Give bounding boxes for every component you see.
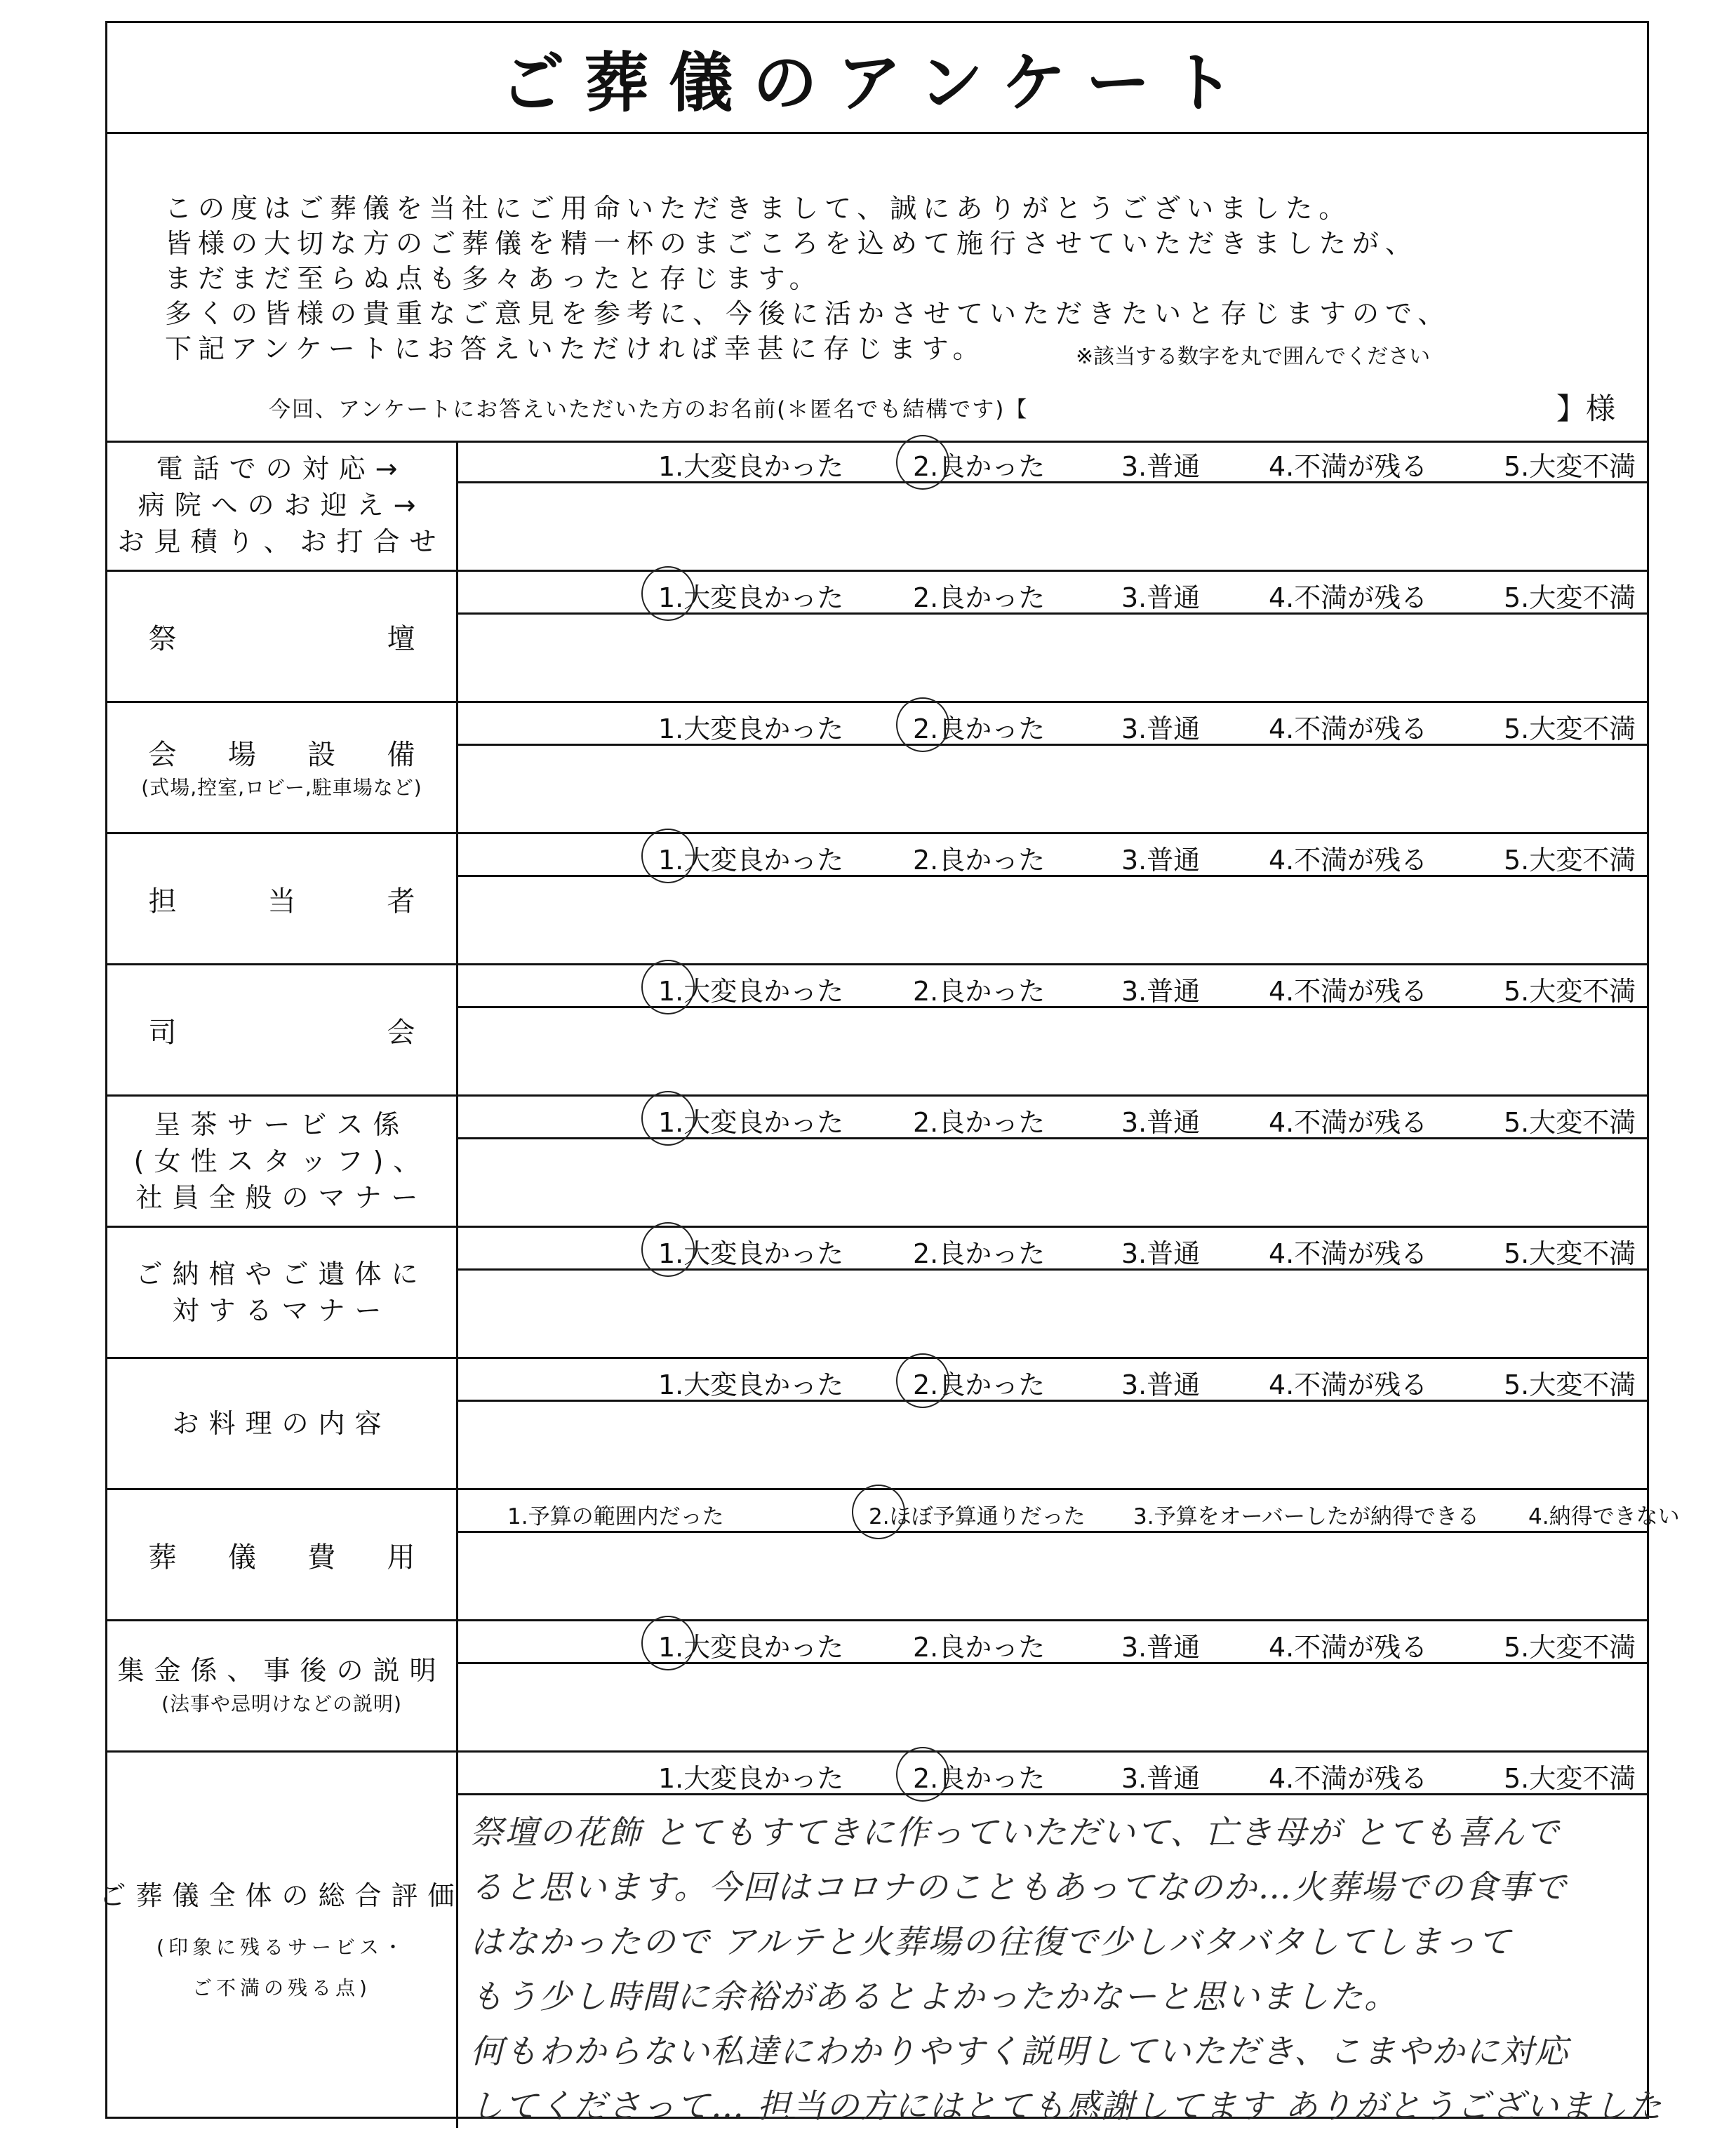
question-label-text xyxy=(149,732,415,772)
rating-option-2[interactable]: 2.良かった xyxy=(913,976,1046,1007)
rating-options xyxy=(458,441,1647,483)
question-row xyxy=(107,965,1647,1097)
question-label-text: ご葬儀全体の総合評価 xyxy=(99,1880,465,1911)
rating-option-2[interactable]: 2.良かった xyxy=(913,1632,1046,1663)
question-label xyxy=(107,441,458,570)
rating-option-5[interactable]: 5.大変不満 xyxy=(1504,1238,1636,1269)
question-label-text: お見積り、お打合せ xyxy=(117,526,446,557)
rating-options xyxy=(458,703,1647,746)
label-char: 備 xyxy=(387,738,415,771)
instruction-note: ※該当する数字を丸で囲んでください xyxy=(1076,344,1431,369)
rating-option-2[interactable]: 2.良かった xyxy=(913,1369,1046,1400)
rating-option-1[interactable]: 1.予算の範囲内だった xyxy=(507,1504,724,1529)
question-label-sub: ご不満の残る点) xyxy=(192,1976,371,1999)
rating-option-5[interactable]: 5.大変不満 xyxy=(1504,976,1636,1007)
rating-option-3[interactable]: 3.普通 xyxy=(1121,1632,1201,1663)
rating-option-2[interactable]: 2.良かった xyxy=(913,1238,1046,1269)
selected-circle-mark xyxy=(641,829,695,883)
rating-option-5[interactable]: 5.大変不満 xyxy=(1504,1369,1636,1400)
rating-options xyxy=(458,1228,1647,1271)
label-char: 会 xyxy=(148,738,177,771)
selected-circle-mark xyxy=(641,1222,695,1277)
intro-line: この度はご葬儀を当社にご用命いただきまして、誠にありがとうございました。 xyxy=(165,193,1352,224)
rating-option-4[interactable]: 4.不満が残る xyxy=(1269,1763,1428,1794)
selected-circle-mark xyxy=(641,1091,695,1146)
question-label xyxy=(107,1097,458,1226)
question-row xyxy=(107,1490,1680,1621)
question-label xyxy=(107,965,458,1094)
question-label xyxy=(99,1753,465,2128)
selected-circle-mark xyxy=(641,960,695,1014)
question-row xyxy=(107,834,1647,965)
rating-option-5[interactable]: 5.大変不満 xyxy=(1504,1632,1636,1663)
rating-option-2[interactable]: 2.良かった xyxy=(913,714,1046,744)
rating-option-4[interactable]: 4.納得できない xyxy=(1528,1504,1680,1529)
label-char: 費 xyxy=(307,1541,336,1574)
question-label-sub: (式場,控室,ロビー,駐車場など) xyxy=(141,775,422,799)
selected-circle-mark xyxy=(896,1353,949,1408)
rating-option-2[interactable]: 2.良かった xyxy=(913,451,1046,482)
label-char: 担 xyxy=(148,885,177,918)
selected-circle-mark xyxy=(641,1616,695,1670)
question-label xyxy=(107,572,458,701)
rating-option-4[interactable]: 4.不満が残る xyxy=(1269,1632,1428,1663)
question-row xyxy=(107,1097,1647,1228)
handwritten-comment-line: 何もわからない私達にわかりやすく説明していただき、こまやかに対応 xyxy=(470,2032,1570,2071)
handwritten-comment-line: 祭壇の花飾 とてもすてきに作っていただいて、亡き母が とても喜んで xyxy=(470,1814,1561,1852)
question-label-sub: (印象に残るサービス・ xyxy=(156,1935,407,1959)
question-label-text: 対するマナー xyxy=(172,1295,392,1326)
rating-option-1[interactable]: 1.大変良かった xyxy=(658,1763,844,1794)
rating-option-1[interactable]: 1.大変良かった xyxy=(658,1107,844,1138)
rating-option-3[interactable]: 3.普通 xyxy=(1121,1107,1201,1138)
question-label-text: 病院へのお迎え→ xyxy=(138,490,426,521)
rating-options xyxy=(458,1621,1647,1664)
label-char: 用 xyxy=(387,1541,415,1574)
question-label-text: ご納棺やご遺体に xyxy=(135,1259,428,1289)
question-label xyxy=(107,834,458,963)
question-label xyxy=(107,1359,458,1488)
selected-circle-mark xyxy=(641,566,695,621)
selected-circle-mark xyxy=(852,1485,905,1539)
rating-option-5[interactable]: 5.大変不満 xyxy=(1504,582,1636,613)
question-label-text: 集金係、事後の説明 xyxy=(117,1655,446,1686)
rating-option-1[interactable]: 1.大変良かった xyxy=(658,845,844,876)
label-char: 祭 xyxy=(148,622,177,655)
rating-option-3[interactable]: 3.普通 xyxy=(1121,451,1201,482)
rating-option-4[interactable]: 4.不満が残る xyxy=(1269,714,1428,744)
rating-option-1[interactable]: 1.大変良かった xyxy=(658,582,844,613)
rating-option-1[interactable]: 1.大変良かった xyxy=(658,1632,844,1663)
rating-option-3[interactable]: 3.普通 xyxy=(1121,582,1201,613)
question-row xyxy=(107,1359,1647,1490)
rating-option-4[interactable]: 4.不満が残る xyxy=(1269,976,1428,1007)
question-row xyxy=(107,441,1647,572)
rating-option-3[interactable]: 3.普通 xyxy=(1121,1238,1201,1269)
rating-option-1[interactable]: 1.大変良かった xyxy=(658,451,844,482)
rating-option-1[interactable]: 1.大変良かった xyxy=(658,1238,844,1269)
question-label-text: 呈茶サービス係 xyxy=(154,1109,410,1140)
rating-option-4[interactable]: 4.不満が残る xyxy=(1269,1369,1428,1400)
rating-option-5[interactable]: 5.大変不満 xyxy=(1504,451,1636,482)
rating-option-4[interactable]: 4.不満が残る xyxy=(1269,845,1428,876)
rating-option-3[interactable]: 3.予算をオーバーしたが納得できる xyxy=(1133,1504,1480,1529)
rating-option-4[interactable]: 4.不満が残る xyxy=(1269,1107,1428,1138)
selected-circle-mark xyxy=(896,435,949,490)
label-char: 会 xyxy=(387,1016,415,1049)
rating-option-3[interactable]: 3.普通 xyxy=(1121,845,1201,876)
rating-options xyxy=(458,834,1647,877)
rating-options xyxy=(458,1359,1647,1402)
rating-option-3[interactable]: 3.普通 xyxy=(1121,1369,1201,1400)
rating-option-4[interactable]: 4.不満が残る xyxy=(1269,582,1428,613)
rating-options xyxy=(458,1490,1680,1533)
rating-option-2[interactable]: 2.ほぼ予算通りだった xyxy=(869,1504,1086,1529)
rating-option-2[interactable]: 2.良かった xyxy=(913,845,1046,876)
question-row xyxy=(107,703,1647,834)
question-label-text: 社員全般のマナー xyxy=(135,1182,428,1213)
question-label-text: 電話での対応→ xyxy=(156,453,408,484)
intro-line: 多くの皆様の貴重なご意見を参考に、今後に活かさせていただきたいと存じますので、 xyxy=(165,298,1451,329)
name-field-label: 今回、アンケートにお答えいただいた方のお名前(＊匿名でも結構です)【 xyxy=(269,397,1029,422)
label-char: 当 xyxy=(267,885,296,918)
question-label xyxy=(107,1490,458,1619)
intro-section xyxy=(107,132,1647,443)
label-char: 葬 xyxy=(148,1541,177,1574)
question-label-text: お料理の内容 xyxy=(172,1408,392,1439)
rating-option-5[interactable]: 5.大変不満 xyxy=(1504,1107,1636,1138)
rating-option-1[interactable]: 1.大変良かった xyxy=(658,1369,844,1400)
selected-circle-mark xyxy=(896,1747,949,1802)
question-label-text xyxy=(149,617,415,657)
label-char: 儀 xyxy=(227,1541,256,1574)
rating-option-1[interactable]: 1.大変良かった xyxy=(658,976,844,1007)
rating-option-4[interactable]: 4.不満が残る xyxy=(1269,1238,1428,1269)
rating-option-5[interactable]: 5.大変不満 xyxy=(1504,845,1636,876)
label-char: 設 xyxy=(307,738,336,771)
intro-line: まだまだ至らぬ点も多々あったと存じます。 xyxy=(165,263,822,294)
selected-circle-mark xyxy=(896,697,949,752)
survey-form xyxy=(99,21,1680,2119)
rating-option-5[interactable]: 5.大変不満 xyxy=(1504,1763,1636,1794)
rating-option-3[interactable]: 3.普通 xyxy=(1121,976,1201,1007)
question-label-text: (女性スタッフ)、 xyxy=(133,1146,430,1177)
handwritten-comment-line: してくださって… 担当の方にはとても感謝してます ありがとうございました xyxy=(470,2087,1663,2126)
handwritten-comment-line: もう少し時間に余裕があるとよかったかなーと思いました。 xyxy=(470,1978,1398,2016)
rating-options xyxy=(458,1097,1647,1139)
question-label-sub: (法事や忌明けなどの説明) xyxy=(161,1692,402,1715)
rating-options xyxy=(458,1753,1647,1795)
label-char: 場 xyxy=(227,738,256,771)
rating-option-2[interactable]: 2.良かった xyxy=(913,1107,1046,1138)
handwritten-comment-line: はなかったので アルテと火葬場の往復で少しバタバタしてしまって xyxy=(470,1923,1512,1962)
question-row xyxy=(107,1621,1647,1753)
handwritten-comment-line: ると思います。今回はコロナのこともあってなのか…火葬場での食事で xyxy=(470,1868,1568,1907)
rating-option-1[interactable]: 1.大変良かった xyxy=(658,714,844,744)
question-label-text xyxy=(149,1010,415,1050)
intro-line: 下記アンケートにお答えいただければ幸甚に存じます。 xyxy=(165,333,986,364)
question-label xyxy=(107,1621,458,1750)
intro-line: 皆様の大切な方のご葬儀を精一杯のまごころを込めて施行させていただきましたが、 xyxy=(165,228,1419,259)
question-label xyxy=(107,1228,458,1357)
rating-option-3[interactable]: 3.普通 xyxy=(1121,1763,1201,1794)
form-title: ご葬儀のアンケート xyxy=(107,23,1647,134)
name-field-suffix: 】様 xyxy=(1556,391,1616,426)
question-label-text xyxy=(149,879,415,919)
question-row xyxy=(107,1228,1647,1359)
label-char: 者 xyxy=(387,885,415,918)
question-label xyxy=(107,703,458,832)
question-row xyxy=(107,572,1647,703)
label-char: 司 xyxy=(148,1016,177,1049)
label-char: 壇 xyxy=(387,622,415,655)
rating-options xyxy=(458,965,1647,1008)
rating-option-2[interactable]: 2.良かった xyxy=(913,582,1046,613)
rating-option-3[interactable]: 3.普通 xyxy=(1121,714,1201,744)
rating-option-5[interactable]: 5.大変不満 xyxy=(1504,714,1636,744)
rating-options xyxy=(458,572,1647,615)
rating-option-4[interactable]: 4.不満が残る xyxy=(1269,451,1428,482)
rating-option-2[interactable]: 2.良かった xyxy=(913,1763,1046,1794)
question-label-text xyxy=(149,1535,415,1575)
